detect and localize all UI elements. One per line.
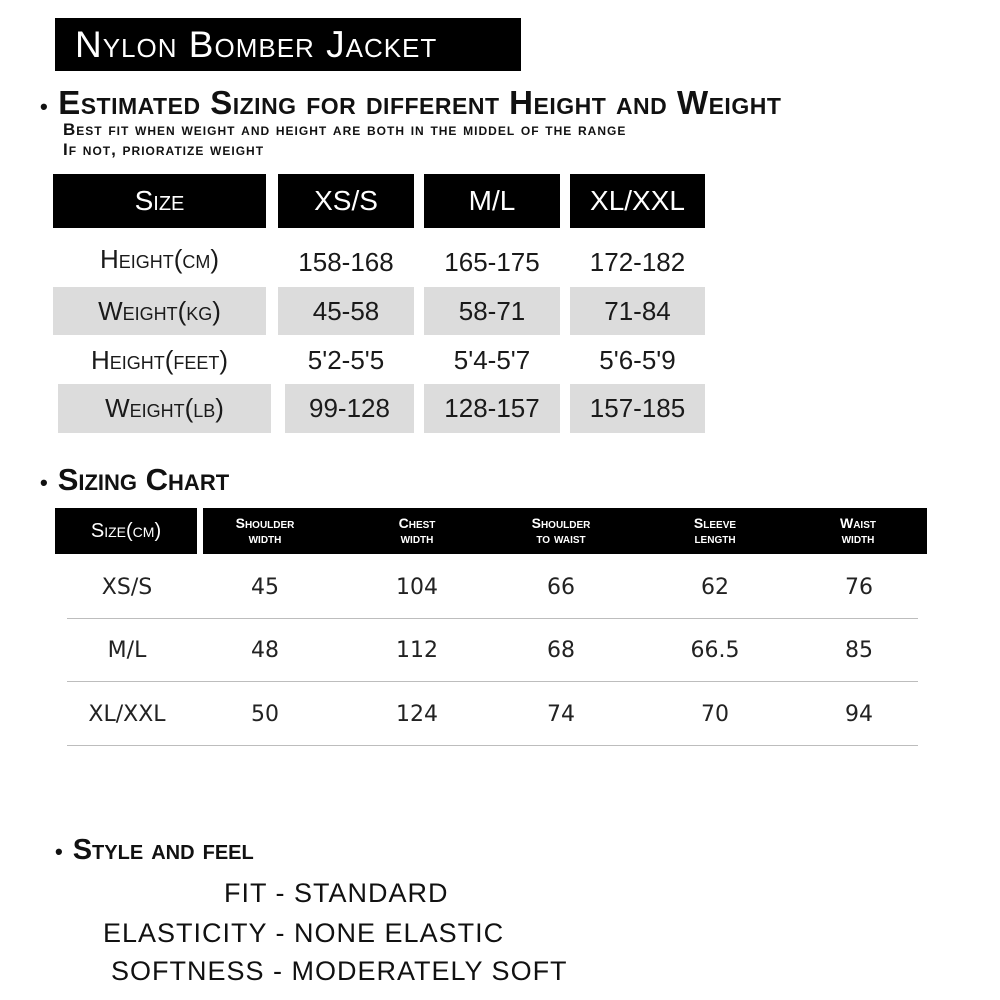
style-fit: FIT - STANDARD <box>224 878 449 908</box>
column-header-size <box>55 508 197 554</box>
style-elasticity: ELASTICITY - NONE ELASTIC <box>103 918 505 948</box>
size-header: Size <box>53 174 266 228</box>
row-label-weight-kg: Weight(kg) <box>53 287 266 335</box>
column-header-shoulder-to-waist <box>499 508 623 554</box>
style-softness: SOFTNESS - MODERATELY SOFT <box>111 956 568 986</box>
column-header-line: Shoulder <box>531 515 591 531</box>
bullet-dot-icon: • <box>55 839 63 864</box>
priority-note: If not, prioratize weight <box>63 140 265 159</box>
column-header-line: Size(cm) <box>90 519 162 542</box>
table-row <box>67 619 918 682</box>
sizing-chart-heading <box>40 462 229 498</box>
table-row <box>67 556 918 619</box>
table-cell: 112 <box>396 637 438 663</box>
column-header-line: Chest <box>398 515 436 531</box>
table-cell: XL/XXL <box>88 701 166 727</box>
column-header-line: length <box>694 530 736 546</box>
table-cell: M/L <box>107 637 147 663</box>
table-cell: 158-168 <box>298 246 394 277</box>
table-cell: 85 <box>845 637 873 663</box>
table-cell: 165-175 <box>444 246 540 277</box>
column-header-waist-width <box>796 508 920 554</box>
column-header-line: width <box>248 530 282 546</box>
sizing-chart-heading-text: Sizing Chart <box>57 462 230 497</box>
table-cell: 68 <box>547 637 575 663</box>
table-cell: 5'6-5'9 <box>599 344 676 375</box>
row-label-height-cm: Height(cm) <box>99 243 220 274</box>
column-header-line: Waist <box>840 515 876 531</box>
table-cell: XS/S <box>101 574 153 600</box>
table-cell: 66.5 <box>690 637 740 663</box>
column-header-shoulder-width <box>203 508 327 554</box>
row-label-height-feet: Height(feet) <box>90 344 229 375</box>
estimated-sizing-heading-text: Estimated Sizing for different Height and Weight <box>58 84 782 121</box>
table-cell: 5'4-5'7 <box>453 344 531 375</box>
fit-note: Best fit when weight and height are both in the middel of the range <box>63 120 627 139</box>
estimated-sizing-heading <box>40 84 781 122</box>
column-header-line: Sleeve <box>693 515 737 531</box>
column-header-line: to waist <box>536 530 586 546</box>
column-header-line: Shoulder <box>235 515 295 531</box>
table-cell: 74 <box>547 701 575 727</box>
table-cell: 124 <box>396 701 438 727</box>
column-header-line: width <box>400 530 434 546</box>
table-cell: 45 <box>251 574 279 600</box>
table-cell: 70 <box>701 701 729 727</box>
table-cell: 99-128 <box>285 384 414 433</box>
table-cell: 62 <box>701 574 729 600</box>
style-heading <box>55 834 254 867</box>
table-cell: 50 <box>251 701 279 727</box>
table-cell: 66 <box>547 574 575 600</box>
table-cell: 94 <box>845 701 873 727</box>
table-cell: 172-182 <box>589 246 686 277</box>
table-cell: 76 <box>845 574 873 600</box>
table-cell: 128-157 <box>424 384 560 433</box>
sizing-chart-header <box>55 508 927 554</box>
table-cell: 5'2-5'5 <box>307 344 385 375</box>
column-header-line: width <box>841 530 875 546</box>
size-header-xl-xxl: XL/XXL <box>570 174 705 228</box>
size-header-m-l: M/L <box>424 174 560 228</box>
row-label-weight-lb: Weight(lb) <box>58 384 271 433</box>
table-cell: 157-185 <box>570 384 705 433</box>
table-cell: 45-58 <box>278 287 414 335</box>
table-cell: 48 <box>251 637 279 663</box>
table-cell: 71-84 <box>570 287 705 335</box>
bullet-dot-icon: • <box>40 94 49 119</box>
table-cell: 58-71 <box>424 287 560 335</box>
column-header-sleeve-length <box>653 508 777 554</box>
style-heading-text: Style and feel <box>72 834 254 866</box>
table-row <box>67 683 918 746</box>
column-header-chest-width <box>355 508 479 554</box>
bullet-dot-icon: • <box>40 470 48 495</box>
page-title: Nylon Bomber Jacket <box>55 18 521 71</box>
table-cell: 104 <box>396 574 438 600</box>
size-header-xs-s: XS/S <box>278 174 414 228</box>
